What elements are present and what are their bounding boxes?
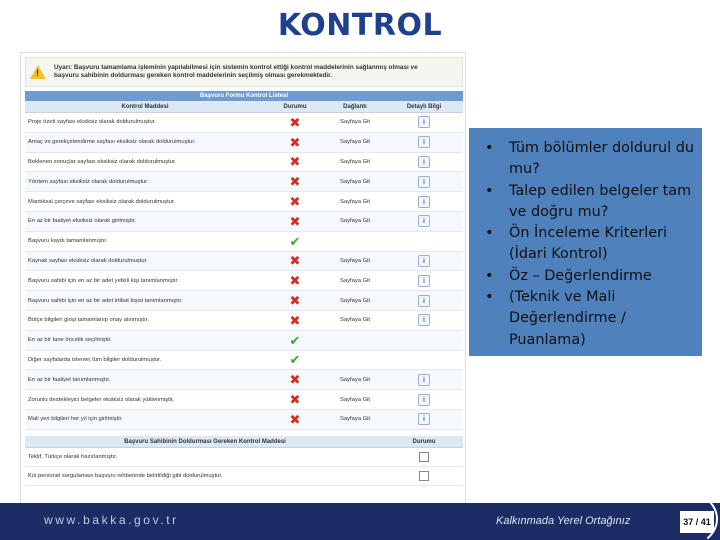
control-item-label: Proje özeti sayfası eksiksiz olarak doldurulmuştur. [28,119,156,126]
x-icon: ✖ [289,411,301,427]
control-table-body [25,113,463,430]
table-row [25,448,463,467]
goto-page-link[interactable]: Sayfaya Git [340,178,370,185]
goto-page-link[interactable]: Sayfaya Git [340,416,370,423]
table-row [25,113,463,133]
goto-page-link[interactable]: Sayfaya Git [340,396,370,403]
x-icon: ✖ [289,114,301,130]
table-row [25,311,463,331]
table-row [25,370,463,390]
table-row [25,467,463,486]
goto-page-link[interactable]: Sayfaya Git [340,158,370,165]
website-link[interactable]: www.bakka.gov.tr [44,513,179,527]
x-icon: ✖ [289,392,301,408]
info-icon[interactable]: i [418,116,430,128]
control-item-label: Zorunlu destekleyici belgeler eksiksiz olarak yüklenmiştir. [28,396,175,403]
x-icon: ✖ [289,372,301,388]
x-icon: ✖ [289,154,301,170]
slide-title: KONTROL [277,8,443,43]
info-icon[interactable]: i [418,156,430,168]
table-row [25,351,463,371]
control-item-label: Mantıksal çerçeve sayfası eksiksiz olarak doldurulmuştur. [28,198,176,205]
info-icon[interactable]: i [418,196,430,208]
control-item-label: Başvuru kaydı tamamlanmıştır. [28,238,108,245]
warning-text-line2: başvuru sahibinin doldurması gereken kontrol maddelerinin seçilmiş olması gerekmektedir. [54,72,333,79]
table-row [25,153,463,173]
x-icon: ✖ [289,273,301,289]
column-header: Durumu [412,438,436,445]
x-icon: ✖ [289,293,301,309]
table-row [25,410,463,430]
form-screenshot [20,52,466,504]
bullet-item: • Tüm bölümler doldurul du mu? [477,138,696,181]
check-icon: ✔ [289,332,301,348]
column-header: Başvuru Sahibinin Doldurması Gereken Kontrol Maddesi [124,438,286,445]
x-icon: ✖ [289,213,301,229]
status-checkbox[interactable] [419,471,429,481]
check-icon: ✔ [289,352,301,368]
x-icon: ✖ [289,174,301,190]
info-icon[interactable]: i [418,314,430,326]
info-icon[interactable]: i [418,275,430,287]
x-icon: ✖ [289,134,301,150]
footer-bar [0,503,720,540]
x-icon: ✖ [289,253,301,269]
info-icon[interactable]: i [418,255,430,267]
control-item-label: Kaynak sayfası eksiksiz olarak doldurulmuştur. [28,257,148,264]
page-indicator: 37 / 41 [680,511,714,533]
info-icon[interactable]: i [418,136,430,148]
control-item-label: Bütçe bilgileri girişi tamamlanıp onay alınmıştır. [28,317,149,324]
slogan: Kalkınmada Yerel Ortağınız [496,515,631,527]
goto-page-link[interactable]: Sayfaya Git [340,317,370,324]
bullet-item: • Talep edilen belgeler tam ve doğru mu? [477,181,696,224]
x-icon: ✖ [289,194,301,210]
table-row [25,172,463,192]
column-header: Durumu [283,104,307,110]
goto-page-link[interactable]: Sayfaya Git [340,297,370,304]
column-header: Kontrol Maddesi [121,104,169,110]
control-item-label: En az bir faaliyet tanımlanmıştır. [28,376,111,383]
info-icon[interactable]: i [418,295,430,307]
bullet-box [469,128,702,356]
check-icon: ✔ [289,233,301,249]
goto-page-link[interactable]: Sayfaya Git [340,376,370,383]
warning-icon: ! [30,65,46,79]
control-item-label: Başvuru sahibi için en az bir adet irtibat kişisi tanımlanmıştır. [28,297,183,304]
goto-page-link[interactable]: Sayfaya Git [340,257,370,264]
table-row [25,252,463,272]
table-header [25,101,463,113]
control-item-label: Beklenen sonuçlar sayfası eksiksiz olarak doldurulmuştur. [28,158,177,165]
warning-banner [25,57,463,87]
control-item-label: Yöntem sayfası eksiksiz olarak doldurulmuştur. [28,178,149,185]
table-title: Başvuru Formu Kontrol Listesi [25,91,463,101]
info-icon[interactable]: i [418,374,430,386]
goto-page-link[interactable]: Sayfaya Git [340,139,370,146]
table-row [25,331,463,351]
control-item-label: Başvuru sahibi için en az bir adet yetkili kişi tanımlanmıştır. [28,277,179,284]
control-item-label: Mali yeri bilgileri her yıl için girilmiştir. [28,416,123,423]
table-row [25,192,463,212]
warning-text-line1: Uyarı: Başvuru tamamlama işleminin yapılabilmesi için sistemin kontrol ettiği kontrol maddelerinin sağlanmış olması ve [54,64,418,71]
applicant-table-header [25,436,463,448]
bullet-item: • Ön İnceleme Kriterleri (İdari Kontrol) [477,223,696,266]
applicant-item-label: Kılı personel sorgulaması başvuru rehberinde belirtildiği gibi doldurulmuştur. [28,472,223,479]
table-row [25,390,463,410]
control-item-label: Diğer sayfalarda istenen tüm bilgiler doldurulmuştur. [28,356,162,363]
goto-page-link[interactable]: Sayfaya Git [340,218,370,225]
column-header: Dağlantı [343,104,367,110]
x-icon: ✖ [289,312,301,328]
info-icon[interactable]: i [418,394,430,406]
info-icon[interactable]: i [418,176,430,188]
control-item-label: Amaç ve gerekçelendirme sayfası eksiksiz olarak doldurulmuştur. [28,139,196,146]
bullet-item: • Öz – Değerlendirme [477,266,696,287]
table-row [25,291,463,311]
status-checkbox[interactable] [419,452,429,462]
info-icon[interactable]: i [418,413,430,425]
table-row [25,133,463,153]
bullet-list [469,128,702,351]
goto-page-link[interactable]: Sayfaya Git [340,198,370,205]
table-row [25,212,463,232]
applicant-table-body [25,448,463,486]
column-header: Detaylı Bilgi [406,104,442,110]
goto-page-link[interactable]: Sayfaya Git [340,277,370,284]
applicant-item-label: Teklif, Türkçe olarak hazırlanmıştır. [28,453,118,460]
goto-page-link[interactable]: Sayfaya Git [340,119,370,126]
table-row [25,271,463,291]
control-item-label: En az bir faaliyet eksiksiz olarak girilmiştir. [28,218,136,225]
bullet-item: • (Teknik ve Mali Değerlendirme / Puanlama) [477,287,696,351]
info-icon[interactable]: i [418,215,430,227]
control-item-label: En az bir tane öncelik seçilmiştir. [28,337,112,344]
table-row [25,232,463,252]
